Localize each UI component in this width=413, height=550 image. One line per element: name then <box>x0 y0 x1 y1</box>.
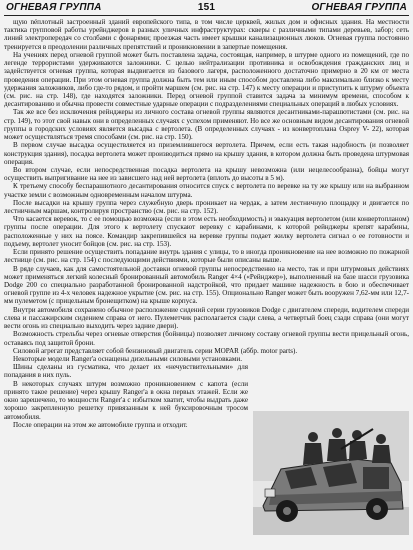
paragraph: Силовой агрегат представляет собой бензиновый двигатель серии MOPAR (аббр. motor parts). <box>13 346 298 355</box>
page-header <box>6 2 407 16</box>
paragraph: Некоторые модели Ranger'а оснащены дизельными силовыми установками. <box>13 354 242 363</box>
paragraph: В некоторых случаях штурм возможно проникновением с капота (если принято такое решение) через крышу Ranger'а в окна первых этажей. Если же окно зарешечено, то мощности Ranger'а с избытком хватит, чтобы выдрать даже хорошо закрепленную решетку привязанным к ней буксировочным тросом автомобиля. <box>4 379 248 421</box>
vehicle-illustration <box>253 411 409 535</box>
page-number: 151 <box>197 2 216 13</box>
paragraph: Шины сделаны из гусматика, что делает их «нечувствительными» для попадания в них пуль. <box>4 363 248 380</box>
paragraph: Так же все без исключения рейнджеры из личного состава огневой группы являются десантниками-парашютистами (см. рис. на стр. 149), то этот свой навык они в определенных случаях с успехом применяют. Но все же основным видом десантирования огневой группы в городских условиях является высадка с вертолета. (В определенных случаях - из конвертоплана Osprey V- 22), которая может осуществляться тремя способами (см. рис. на стр. 150). <box>4 108 409 142</box>
paragraph: После высадки на крышу группа через служебную дверь проникает на чердак, а затем лестничную площадку и двигается по лестничным маршам, контролируя пространство (см. рис. на стр. 152). <box>4 198 409 216</box>
header-rule <box>4 15 409 16</box>
paragraph: К третьему способу беспарашютного десантирования относится спуск с вертолета по веревке на ту же крышу или на выбранном участке земли с возможным одновременным началом штурма. <box>4 182 409 199</box>
paragraph: После операции на этом же автомобиле группа и отходит. <box>13 420 188 429</box>
paragraph: В первом случае высадка осуществляется из приземлившегося вертолета. Причем, если есть такая надобность (и позволяет конструкция здания), посадка вертолета может производиться прямо на крышу здания, в котором должна быть проведена штурмовая операция. <box>4 141 409 166</box>
header-right-title: ОГНЕВАЯ ГРУППА <box>311 2 407 13</box>
vehicle-drawing <box>253 411 409 535</box>
paragraph: Если принято решение осуществить попадание внутрь здания с улицы, то в иногда проникновение на нее возможно по пожарной лестнице (см. рис. на стр. 154) с последующими действиями, которые были описаны выше. <box>4 248 409 265</box>
paragraph: щую néплотный застроенный зданий европейского типа, в том числе церквей, жилых дом и офисных здания. На местности тактика групповой работы урейнджеров в разных уличных инфраструктурах: скверы с различными типами деревьев, забор; сеть линий электропередач со столбами с фонарями; проезжая часть имеет крышки канализационных люков. Огневая группа постоянно тренируется в преодолении различных препятствий и проникновении в запертые помещения. <box>4 18 409 51</box>
paragraph: В ряде случаев, как для самостоятельной доставки огневой группы непосредственно на место, так и при штурмовых действиях может применяться легкий колесный бронированный автомобиль Ranger 4×4 («Рейнджер»), выполненный на базе шасси грузовика Dodge 200 со специально разработанной бронированной надстройкой, что придает машине надежность в бою и обеспечивает огневой группе из 4-х человек надежное укрытие (см. рис. на стр. 155). Опционально Ranger может быть вооружен 7,62-мм или 12,7-мм пулеметом (с прицельным бронещитком) на крыше корпуса. <box>4 264 409 306</box>
paragraph: Внутри автомобиля сохранено обычное расположение сидений серии грузовиков Dodge с двигателем спереди, водителем спереди слева и пассажирским сидением справа от него. Пулеметчик располагается сзади слева, а четвертый боец сзади справа (они могут вести огонь из специально выходить через задние двери). <box>4 305 409 331</box>
article-body <box>4 18 409 548</box>
paragraph: На учениях перед огневой группой может быть поставлена задача, состоящая, например, в штурме одного из помещений, где по легенде террористами удерживаются заложники. С целью нейтрализации противника и освобождения гражданских лиц и задействуется огневая группа, которая выдвигается из базового лагеря, расположенного достаточно примерно в 20 км от места проведения операции. При этом огневая группа должна быть тем или иным способом доставлена либо максимально близко к месту удержания заложников, либо где-то рядом, и пройти маршем (см. рис. на стр. 147) к месту операции и приступить к штурму объекта (см. рис. на стр. 148), где находятся заложники. Перед огневой группой ставится задача за минимум времени, способом к десантированию и обычна провести совместные ударные операции с подразделениями специальных операций в любых условиях. <box>4 50 409 109</box>
paragraph: Что касается веревок, то с ее помощью возможна (если в этом есть необходимость) и эвакуация вертолетом (или конвертопланом) группы после операции. Для этого к вертолету спускают веревку с карабинами, к которой рейнджеры крепят карабины, расположенные у них на поясе. Командир закрепившейся на веревке группы подает жилку вертолета сигнал о ее готовности и подъему, вертолет уносит бойцов (см. рис. на стр. 153). <box>4 215 409 248</box>
paragraph: Во втором случае, если непосредственная посадка вертолета на крышу невозможна (или нецелесообразна), бойцы могут осуществить выпригивание на нее из зависшего над ней вертолета (вплоть до высоты в 5 м). <box>4 165 409 183</box>
header-left-title: ОГНЕВАЯ ГРУППА <box>6 2 102 13</box>
paragraph: Возможность стрельбы через огневые отверстия (бойницы) позволяет личному составу огневой группы вести прицельный огонь, оставаясь под защитой брони. <box>4 330 409 347</box>
